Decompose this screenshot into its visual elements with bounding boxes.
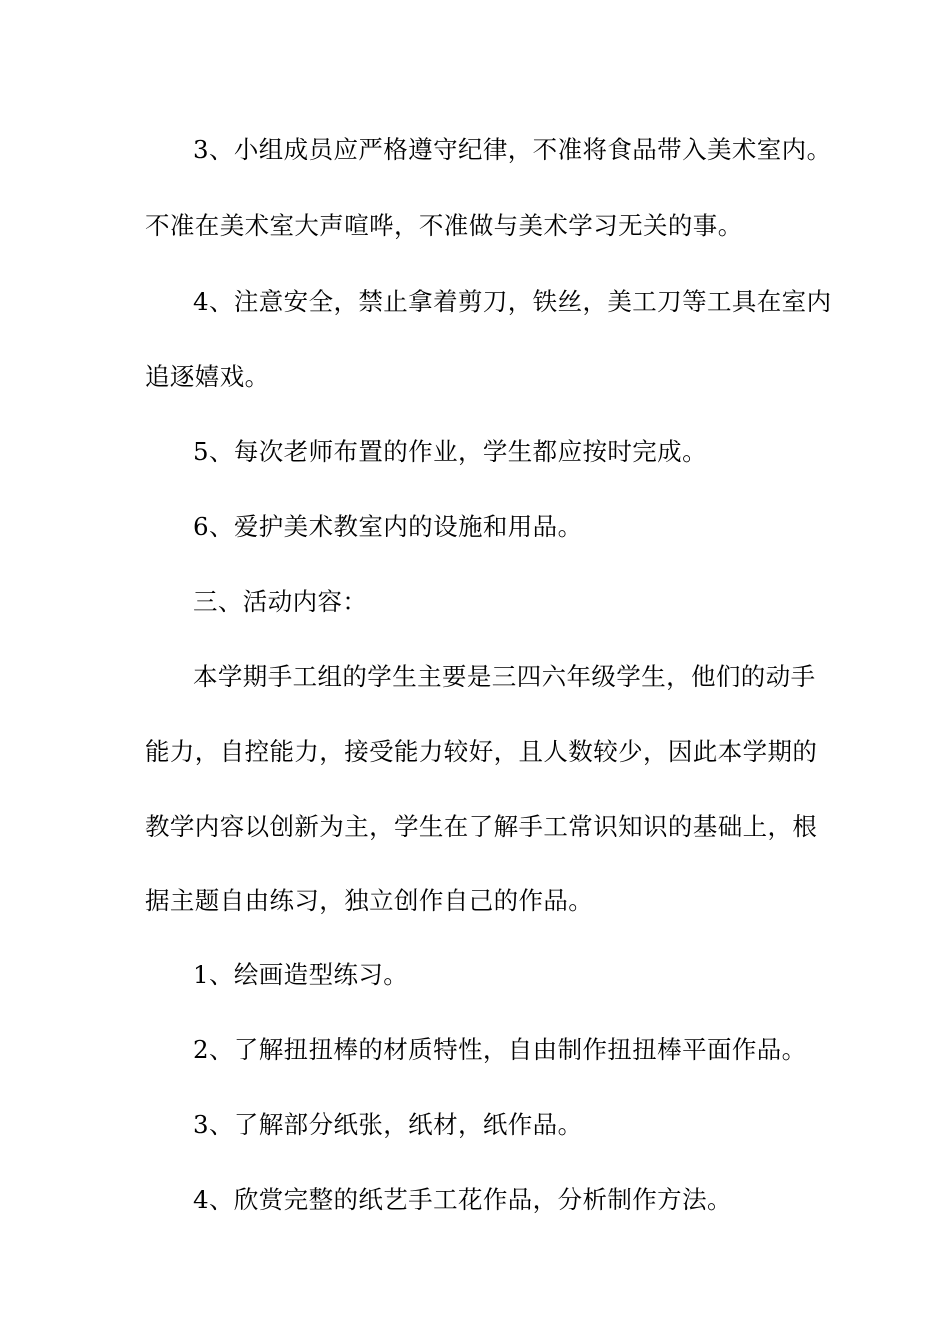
paragraph-line-2: 能力，自控能力，接受能力较好，且人数较少，因此本学期的 [145,737,818,766]
rule-5: 5、每次老师布置的作业，学生都应按时完成。 [193,437,707,466]
rule-3-line-2: 不准在美术室大声喧哗，不准做与美术学习无关的事。 [145,211,743,240]
rule-3-line-1: 3、小组成员应严格遵守纪律，不准将食品带入美术室内。 [193,135,832,164]
activity-item-1: 1、绘画造型练习。 [193,960,409,989]
rule-4-line-2: 追逐嬉戏。 [145,362,270,391]
activity-item-4: 4、欣赏完整的纸艺手工花作品，分析制作方法。 [193,1185,732,1214]
paragraph-line-4: 据主题自由练习，独立创作自己的作品。 [145,886,594,915]
section-heading-activities: 三、活动内容： [193,587,368,616]
rule-4-line-1: 4、注意安全，禁止拿着剪刀，铁丝，美工刀等工具在室内 [193,287,832,316]
paragraph-line-3: 教学内容以创新为主，学生在了解手工常识知识的基础上，根 [145,812,818,841]
paragraph-line-1: 本学期手工组的学生主要是三四六年级学生，他们的动手 [193,662,816,691]
activity-item-3: 3、了解部分纸张，纸材，纸作品。 [193,1110,583,1139]
activity-item-2: 2、了解扭扭棒的材质特性，自由制作扭扭棒平面作品。 [193,1035,807,1064]
rule-6: 6、爱护美术教室内的设施和用品。 [193,512,583,541]
